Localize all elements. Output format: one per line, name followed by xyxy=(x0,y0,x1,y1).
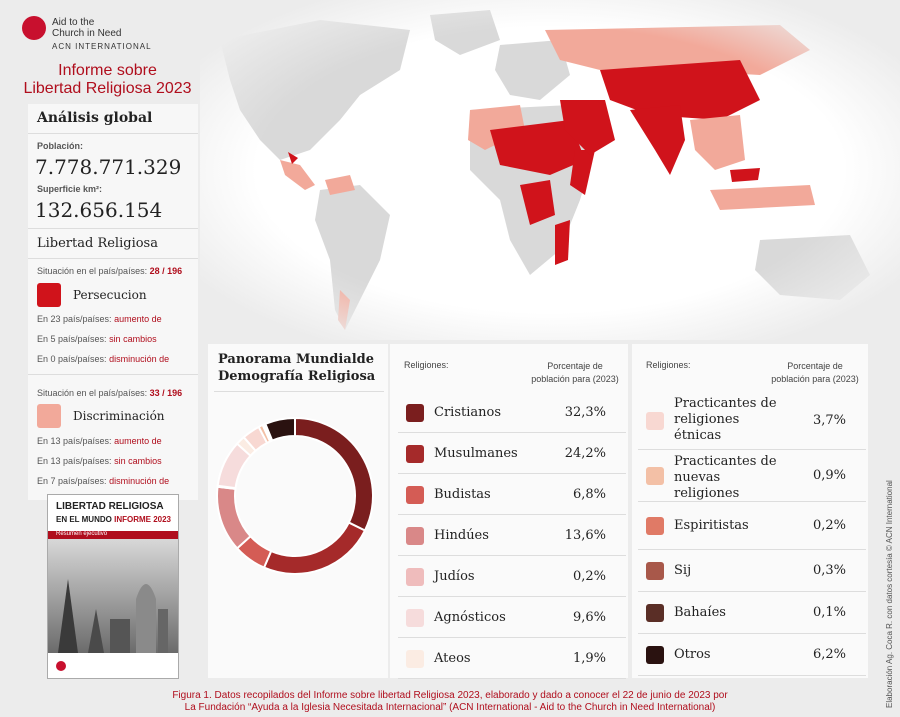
donut-slice-musulmanes xyxy=(264,523,365,574)
religion-row xyxy=(398,515,626,556)
report-cover xyxy=(47,494,179,679)
legend-label: Agnósticos xyxy=(434,609,506,625)
religion-row xyxy=(638,634,866,676)
data-label: 3,7% xyxy=(812,413,846,428)
caption-line-2: La Fundación “Ayuda a la Iglesia Necesitada Internacional” (ACN International - Aid to the Church in Need International) xyxy=(184,702,716,713)
legend-label: Judíos xyxy=(434,568,475,584)
legend-swatch xyxy=(646,646,664,664)
report-title-line-2: Libertad Religiosa 2023 xyxy=(23,80,192,97)
area-value: 132.656.154 xyxy=(35,198,163,222)
persecution-swatch xyxy=(37,283,61,307)
cover-monuments-icon xyxy=(48,539,178,653)
cover-band-text: Resumen ejecutivo xyxy=(56,531,108,537)
data-label: 32,3% xyxy=(564,404,606,420)
discrimination-swatch xyxy=(37,404,61,428)
divider xyxy=(28,133,198,134)
religion-row xyxy=(638,550,866,592)
data-label: 0,9% xyxy=(812,468,846,483)
acn-logo-icon xyxy=(22,16,46,40)
data-label: 24,2% xyxy=(564,445,606,461)
legend-swatch xyxy=(646,517,664,535)
logo-line-3: ACN INTERNATIONAL xyxy=(52,42,152,51)
divider xyxy=(28,228,198,229)
data-label: 6,8% xyxy=(572,486,606,502)
data-label: 6,2% xyxy=(812,647,846,662)
legend-label: Practicantes de nuevas religiones xyxy=(674,454,777,501)
cover-image xyxy=(48,539,178,653)
population-label: Población: xyxy=(37,141,84,151)
divider xyxy=(28,258,198,259)
divider xyxy=(398,678,626,679)
legend-label: Ateos xyxy=(434,650,471,666)
legend-label: Bahaíes xyxy=(674,605,726,620)
discrimination-label: Discriminación xyxy=(73,409,165,423)
religion-donut-chart xyxy=(213,416,378,576)
divider xyxy=(28,374,198,375)
credit-text: Elaboración Ag. Coca R. con datos cortesía © ACN International xyxy=(885,480,894,708)
persecution-label: Persecucion xyxy=(73,288,147,302)
legend-swatch xyxy=(406,404,424,422)
logo-line-2: Church in Need xyxy=(52,28,122,39)
donut-slice-hindúes xyxy=(217,487,250,549)
legend-swatch xyxy=(406,650,424,668)
legend-swatch xyxy=(406,486,424,504)
divider xyxy=(638,675,866,676)
religion-row xyxy=(638,592,866,634)
cover-title-1: LIBERTAD RELIGIOSA xyxy=(56,501,164,512)
donut-slice-otros xyxy=(265,418,295,440)
legend-label: Budistas xyxy=(434,486,491,502)
religion-row xyxy=(638,502,866,550)
religion-row xyxy=(638,450,866,502)
data-label: 0,1% xyxy=(812,605,846,620)
discrimination-situation: Situación en el país/países: 33 / 196 xyxy=(37,388,183,398)
divider xyxy=(214,391,384,392)
persecution-row: En 23 país/países: aumento de xyxy=(37,314,162,324)
legend-label: Espiritistas xyxy=(674,518,749,533)
legend-label: Practicantes de religiones étnicas xyxy=(674,396,777,443)
religion-row xyxy=(638,392,866,450)
legend-label: Cristianos xyxy=(434,404,501,420)
legend-swatch xyxy=(646,562,664,580)
legend-swatch xyxy=(406,609,424,627)
persecution-row: En 5 país/países: sin cambios xyxy=(37,334,157,344)
world-map xyxy=(200,0,900,340)
table-1-header-percent: Porcentaje de población para (2023) xyxy=(531,361,619,384)
religion-row xyxy=(398,474,626,515)
legend-label: Otros xyxy=(674,647,711,662)
data-label: 0,3% xyxy=(812,563,846,578)
data-label: 13,6% xyxy=(564,527,606,543)
legend-label: Hindúes xyxy=(434,527,489,543)
global-heading: Análisis global xyxy=(37,110,153,126)
report-title-line-1: Informe sobre xyxy=(58,62,157,79)
legend-swatch xyxy=(646,412,664,430)
legend-swatch xyxy=(406,568,424,586)
data-label: 9,6% xyxy=(572,609,606,625)
cover-logo-icon xyxy=(56,661,66,671)
cover-footer xyxy=(48,653,178,678)
discrimination-row: En 13 país/países: sin cambios xyxy=(37,456,162,466)
logo-line-1: Aid to the xyxy=(52,17,95,28)
population-value: 7.778.771.329 xyxy=(35,155,182,179)
legend-swatch xyxy=(646,467,664,485)
table-2-header-percent: Porcentaje de población para (2023) xyxy=(771,361,859,384)
religion-row xyxy=(398,597,626,638)
data-label: 1,9% xyxy=(572,650,606,666)
area-label: Superficie km²: xyxy=(37,184,103,194)
legend-swatch xyxy=(406,527,424,545)
persecution-row: En 0 país/países: disminución de xyxy=(37,354,170,364)
persecution-situation: Situación en el país/países: 28 / 196 xyxy=(37,266,183,276)
religion-row xyxy=(398,638,626,679)
religion-row xyxy=(398,556,626,597)
freedom-heading: Libertad Religiosa xyxy=(37,236,158,251)
table-1-header-religions: Religiones: xyxy=(404,360,449,370)
data-label: 0,2% xyxy=(572,568,606,584)
data-label: 0,2% xyxy=(812,518,846,533)
religion-row xyxy=(398,392,626,433)
caption-line-1: Figura 1. Datos recopilados del Informe sobre libertad Religiosa 2023, elaborado y dado a conocer el 22 de junio de 2023 por xyxy=(172,690,728,701)
religion-row xyxy=(398,433,626,474)
discrimination-row: En 7 país/países: disminución de xyxy=(37,476,170,486)
chart-title: Panorama Mundialde Demografía Religiosa xyxy=(218,352,376,384)
legend-label: Musulmanes xyxy=(434,445,518,461)
legend-swatch xyxy=(646,604,664,622)
credit-vertical xyxy=(883,420,895,710)
discrimination-row: En 13 país/países: aumento de xyxy=(37,436,162,446)
table-2-header-religions: Religiones: xyxy=(646,360,691,370)
cover-title-2: EN EL MUNDO INFORME 2023 xyxy=(56,515,171,524)
legend-swatch xyxy=(406,445,424,463)
donut-slice-cristianos xyxy=(295,418,373,531)
legend-label: Sij xyxy=(674,563,692,578)
